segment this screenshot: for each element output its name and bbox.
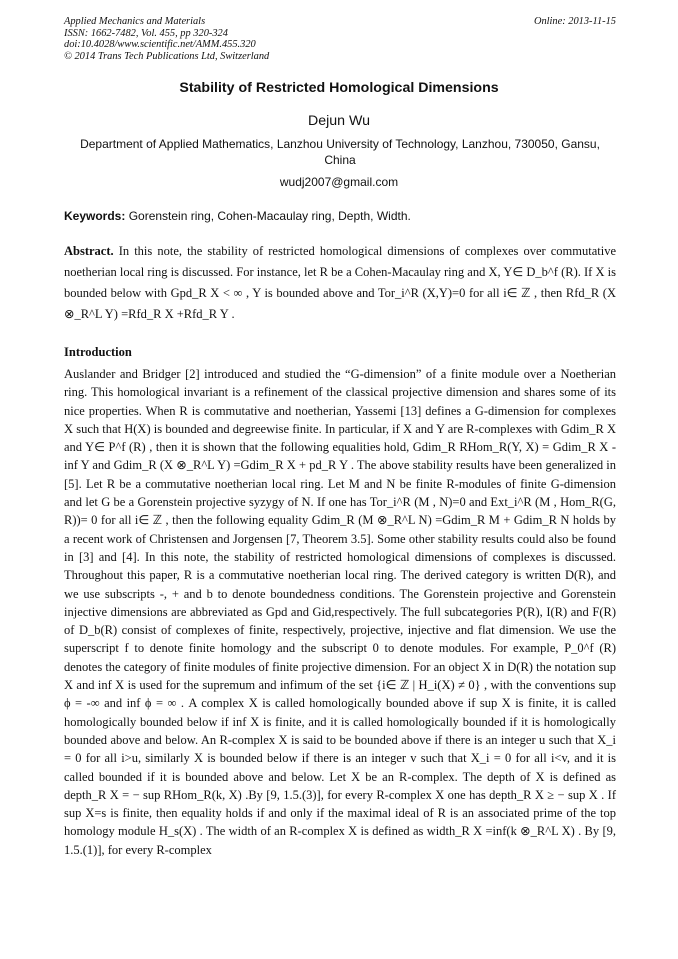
author-name: Dejun Wu xyxy=(307,113,371,129)
journal-name: Applied Mechanics and Materials xyxy=(64,16,206,27)
keywords-label: Keywords: xyxy=(64,209,126,223)
abstract-text: In this note, the stability of restricted homological dimensions of complexes over commutative noetherian local ring is discussed. For instance, let R be a Cohen-Macaulay ring and X, Y∈ D_b^f (R). If X is bounded below with Gpd_R X < ∞ , Y is bounded above and Tor_i^R (X,Y)=0 for all i∈ ℤ , then Rfd_R (X ⊗_R^L Y) =Rfd_R X +Rfd_R Y . xyxy=(64,244,616,321)
author-email: wudj2007@gmail.com xyxy=(279,175,399,189)
doi-line: doi:10.4028/www.scientific.net/AMM.455.320 xyxy=(64,39,256,51)
keywords xyxy=(64,209,616,223)
copyright-line: © 2014 Trans Tech Publications Ltd, Switzerland xyxy=(64,50,270,62)
introduction-text: Auslander and Bridger [2] introduced and studied the “G-dimension” of a finite module over a Noetherian ring. This homological invariant is a refinement of the classical projective dimension and shares some of its nice properties. When R is commutative and noetherian, Yassemi [13] defines a G-dimension for complexes X such that H(X) is bounded and degreewise finite. In particular, if X and Y are R-complexes with Gdim_R X and Y∈ P^f (R) , then it is shown that the following equalities hold, Gdim_R RHom_R(Y, X) = Gdim_R X - inf Y and Gdim_R (X ⊗_R^L Y) =Gdim_R X + pd_R Y . The above stability results have been generalized in [5]. Let R be a commutative noetherian local ring. Let M and N be finite R-modules of finite G-dimension and let G be a Gorenstein projective syzygy of N. If one has Tor_i^R (M , N)=0 and Ext_i^R (M , Hom_R(G, R))= 0 for all i∈ ℤ , then the following equality Gdim_R (M ⊗_R^L N) =Gdim_R M + Gdim_R N holds by a recent work of Christensen and Jorgensen [7, Theorem 3.5]. Some other stability results could also be found in [3] and [4]. In this note, the stability of restricted homological dimensions of complexes is discussed. Throughout this paper, R is a commutative noetherian local ring. The derived category is written D(R), and we use subscripts -, + and b to denote boundedness conditions. The Gorenstein projective and Gorenstein injective dimensions are abbreviated as Gpd and Gid,respectively. The full subcategories P(R), I(R) and F(R) of D_b(R) consist of complexes of finite, respectively, projective, injective and flat dimension. We use the superscript f to denote finite homology and the subscript 0 to denote modules. For example, P_0^f (R) denotes the category of finite modules of finite projective dimension. For an object X in D(R) the notation sup X and inf X is used for the supremum and infimum of the set {i∈ ℤ | H_i(X) ≠ 0} , with the conventions sup ϕ = -∞ and inf ϕ = ∞ . A complex X is called homologically bounded above if sup X is finite, it is called homologically bounded below if inf X is finite, and it is called homologically bounded if it is homologically bounded above and below. An R-complex X is said to be bounded above if there is an integer u such that X_i = 0 for all i>u, similarly X is bounded below if there is an integer v such that X_i = 0 for all i<v, and it is called bounded if it is bounded above and below. Let X be an R-complex. The depth of X is defined as depth_R X = − sup RHom_R(k, X) .By [9, 1.5.(3)], for every R-complex X one has depth_R X ≥ − sup X . If sup X=s is finite, then equality holds if and only if the maximal ideal of R is an associated prime of the top homology module H_s(X) . The width of an R-complex X is defined as width_R X =inf(k ⊗_R^L X) . By [9, 1.5.(1)], for every R-complex xyxy=(64,367,616,857)
keywords-text: Gorenstein ring, Cohen-Macaulay ring, Depth, Width. xyxy=(125,209,411,223)
abstract xyxy=(64,241,616,325)
issn-line: ISSN: 1662-7482, Vol. 455, pp 320-324 xyxy=(64,27,228,39)
affiliation: Department of Applied Mathematics, Lanzhou University of Technology, Lanzhou, 730050, Gansu, China xyxy=(80,137,600,167)
abstract-label: Abstract. xyxy=(64,244,114,258)
journal-header xyxy=(64,16,616,62)
section-heading-introduction: Introduction xyxy=(64,345,132,359)
paper-title: Stability of Restricted Homological Dimensions xyxy=(179,80,499,96)
online-date: Online: 2013-11-15 xyxy=(533,16,616,27)
